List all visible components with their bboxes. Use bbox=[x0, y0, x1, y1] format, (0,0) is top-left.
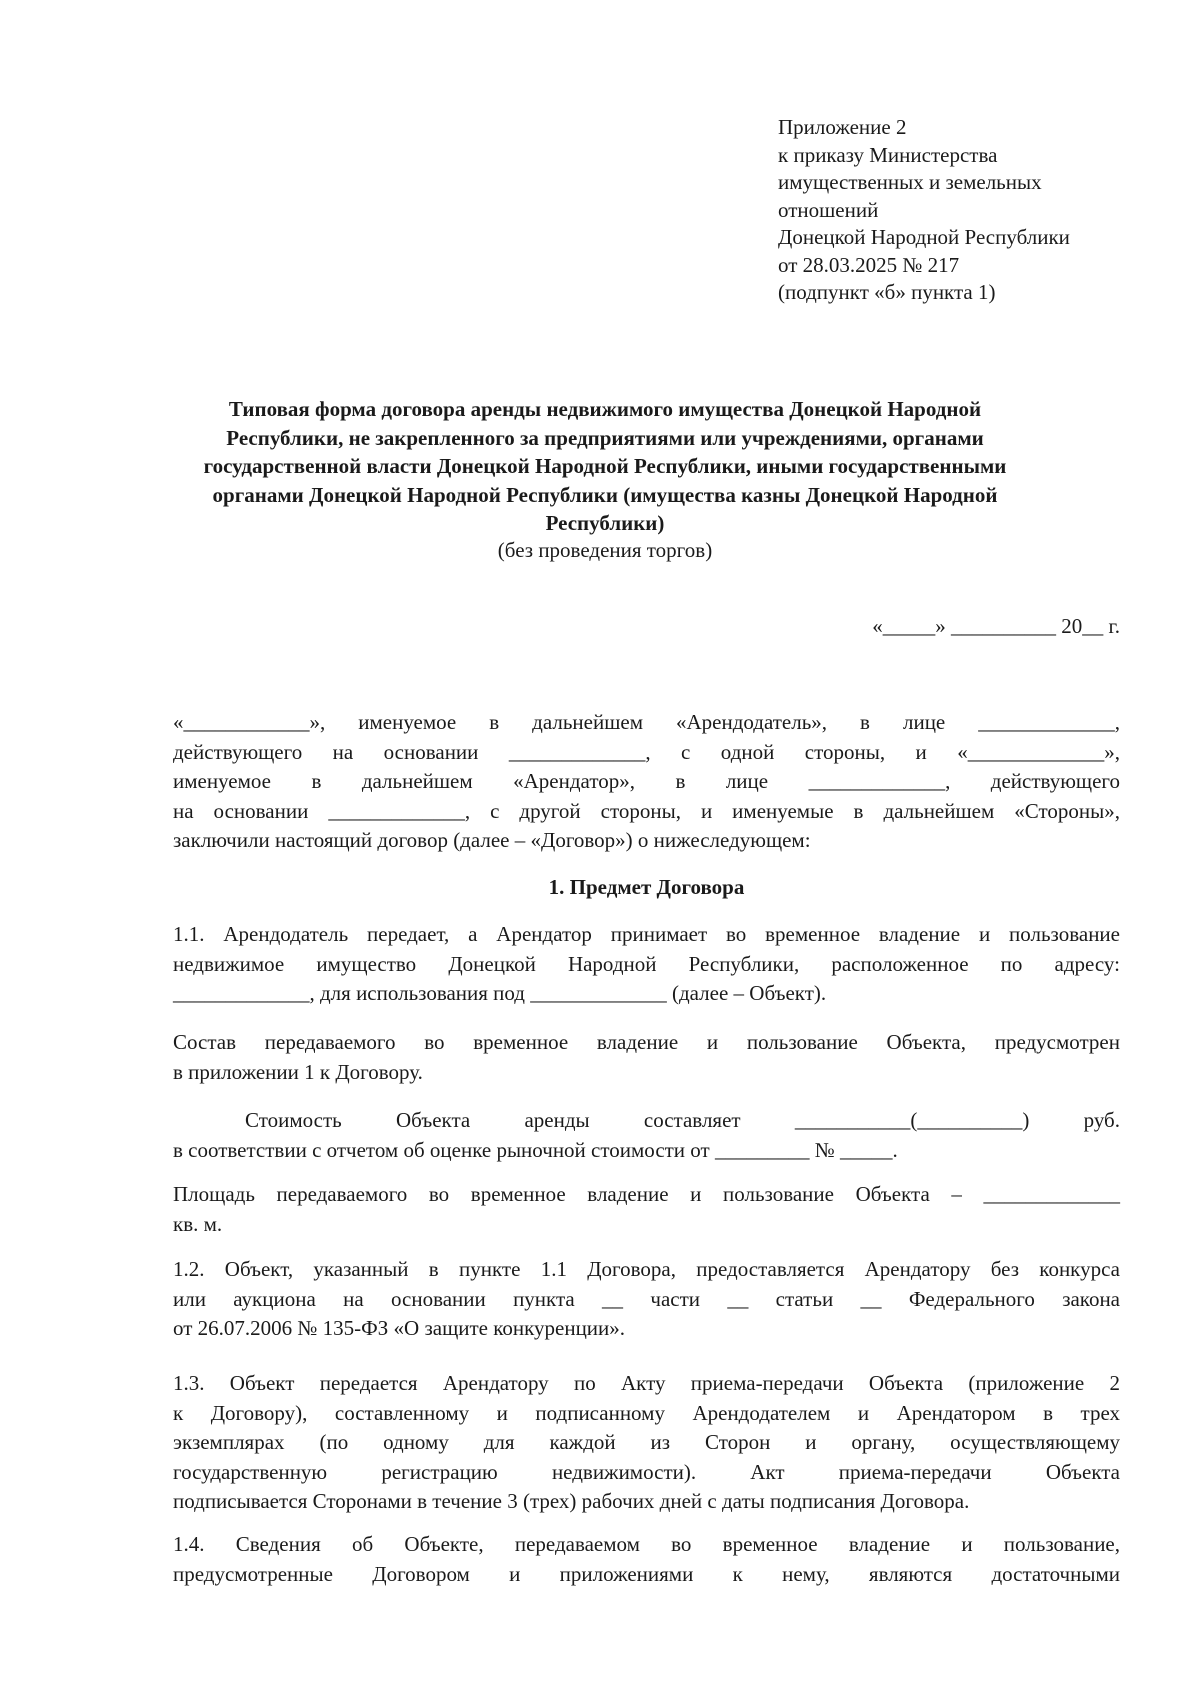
title-line: Типовая форма договора аренды недвижимого имущества Донецкой Народной bbox=[228, 397, 982, 421]
appendix-line: (подпункт «б» пункта 1) bbox=[778, 280, 996, 304]
word: аренды bbox=[524, 1108, 590, 1132]
text-line: Состав передаваемого во временное владение и пользование Объекта, предусмотрен bbox=[173, 1030, 1120, 1054]
intro-paragraph bbox=[173, 708, 1120, 856]
text-line: 1.2. Объект, указанный в пункте 1.1 Договора, предоставляется Арендатору без конкурса bbox=[173, 1257, 1120, 1281]
word: Объекта bbox=[396, 1108, 471, 1132]
text-line: именуемое в дальнейшем «Арендатор», в лице _____________, действующего bbox=[173, 769, 1120, 793]
appendix-line: от 28.03.2025 № 217 bbox=[778, 252, 960, 277]
text-line: «____________», именуемое в дальнейшем «Арендодатель», в лице _____________, bbox=[173, 710, 1120, 734]
word: ___________(__________) bbox=[794, 1108, 1030, 1132]
text-line: недвижимое имущество Донецкой Народной Республики, расположенное по адресу: bbox=[173, 951, 1120, 976]
word: составляет bbox=[643, 1108, 741, 1132]
text-line: действующего на основании _____________, с одной стороны, и «_____________», bbox=[173, 739, 1120, 764]
text-line: к Договору), составленному и подписанному Арендодателем и Арендатором в трех bbox=[173, 1400, 1120, 1425]
title-line: Республики) bbox=[545, 511, 665, 535]
word: Стоимость bbox=[245, 1108, 342, 1132]
paragraph-1-3 bbox=[173, 1369, 1120, 1517]
text-line: государственную регистрацию недвижимости). Акт приема-передачи Объекта bbox=[173, 1459, 1120, 1484]
appendix-line: к приказу Министерства bbox=[778, 142, 998, 167]
text-line: в приложении 1 к Договору. bbox=[173, 1059, 423, 1084]
cost-row bbox=[173, 1106, 1120, 1136]
appendix-line: Донецкой Народной Республики bbox=[778, 225, 1070, 249]
date-line: «_____» __________ 20__ г. bbox=[872, 614, 1120, 638]
paragraph-area bbox=[173, 1180, 1120, 1239]
title-line: органами Донецкой Народной Республики (имущества казны Донецкой Народной bbox=[212, 482, 998, 507]
text-line: _____________, для использования под _____________ (далее – Объект). bbox=[173, 981, 827, 1005]
text-line: 1.3. Объект передается Арендатору по Акту приема-передачи Объекта (приложение 2 bbox=[173, 1371, 1120, 1395]
text-line: экземплярах (по одному для каждой из Сторон и органу, осуществляющему bbox=[173, 1430, 1120, 1454]
document-title bbox=[160, 395, 1050, 538]
paragraph-1-4 bbox=[173, 1530, 1120, 1589]
appendix-line: имущественных и земельных bbox=[778, 170, 1042, 194]
text-line: или аукциона на основании пункта __ части __ статьи __ Федерального закона bbox=[173, 1286, 1120, 1311]
appendix-block bbox=[778, 114, 1158, 307]
text-line: заключили настоящий договор (далее – «Договор») о нижеследующем: bbox=[173, 828, 811, 852]
text-line: подписывается Сторонами в течение 3 (трех) рабочих дней с даты подписания Договора. bbox=[173, 1489, 970, 1513]
text-line: 1.1. Арендодатель передает, а Арендатор принимает во временное владение и пользование bbox=[173, 922, 1120, 946]
section-heading: 1. Предмет Договора bbox=[548, 875, 745, 899]
text-line: предусмотренные Договором и приложениями к нему, являются достаточными bbox=[173, 1561, 1120, 1586]
title-line: Республики, не закрепленного за предприятиями или учреждениями, органами bbox=[226, 425, 984, 450]
paragraph-1-1 bbox=[173, 920, 1120, 1009]
text-line: от 26.07.2006 № 135-ФЗ «О защите конкуренции». bbox=[173, 1316, 626, 1340]
text-line: 1.4. Сведения об Объекте, передаваемом во временное владение и пользование, bbox=[173, 1532, 1120, 1556]
text-line: Площадь передаваемого во временное владение и пользование Объекта – _____________ bbox=[173, 1182, 1120, 1206]
document-subtitle: (без проведения торгов) bbox=[497, 538, 713, 562]
text-line: в соответствии с отчетом об оценке рыночной стоимости от _________ № _____. bbox=[173, 1137, 898, 1162]
appendix-line: отношений bbox=[778, 197, 879, 222]
title-line: государственной власти Донецкой Народной Республики, иными государственными bbox=[203, 454, 1007, 478]
paragraph-1-2 bbox=[173, 1255, 1120, 1344]
paragraph-cost bbox=[173, 1106, 1120, 1165]
text-line: кв. м. bbox=[173, 1211, 223, 1236]
paragraph-composition bbox=[173, 1028, 1120, 1087]
text-line: на основании _____________, с другой стороны, и именуемые в дальнейшем «Стороны», bbox=[173, 798, 1120, 823]
appendix-line: Приложение 2 bbox=[778, 115, 907, 139]
word: руб. bbox=[1083, 1108, 1120, 1132]
